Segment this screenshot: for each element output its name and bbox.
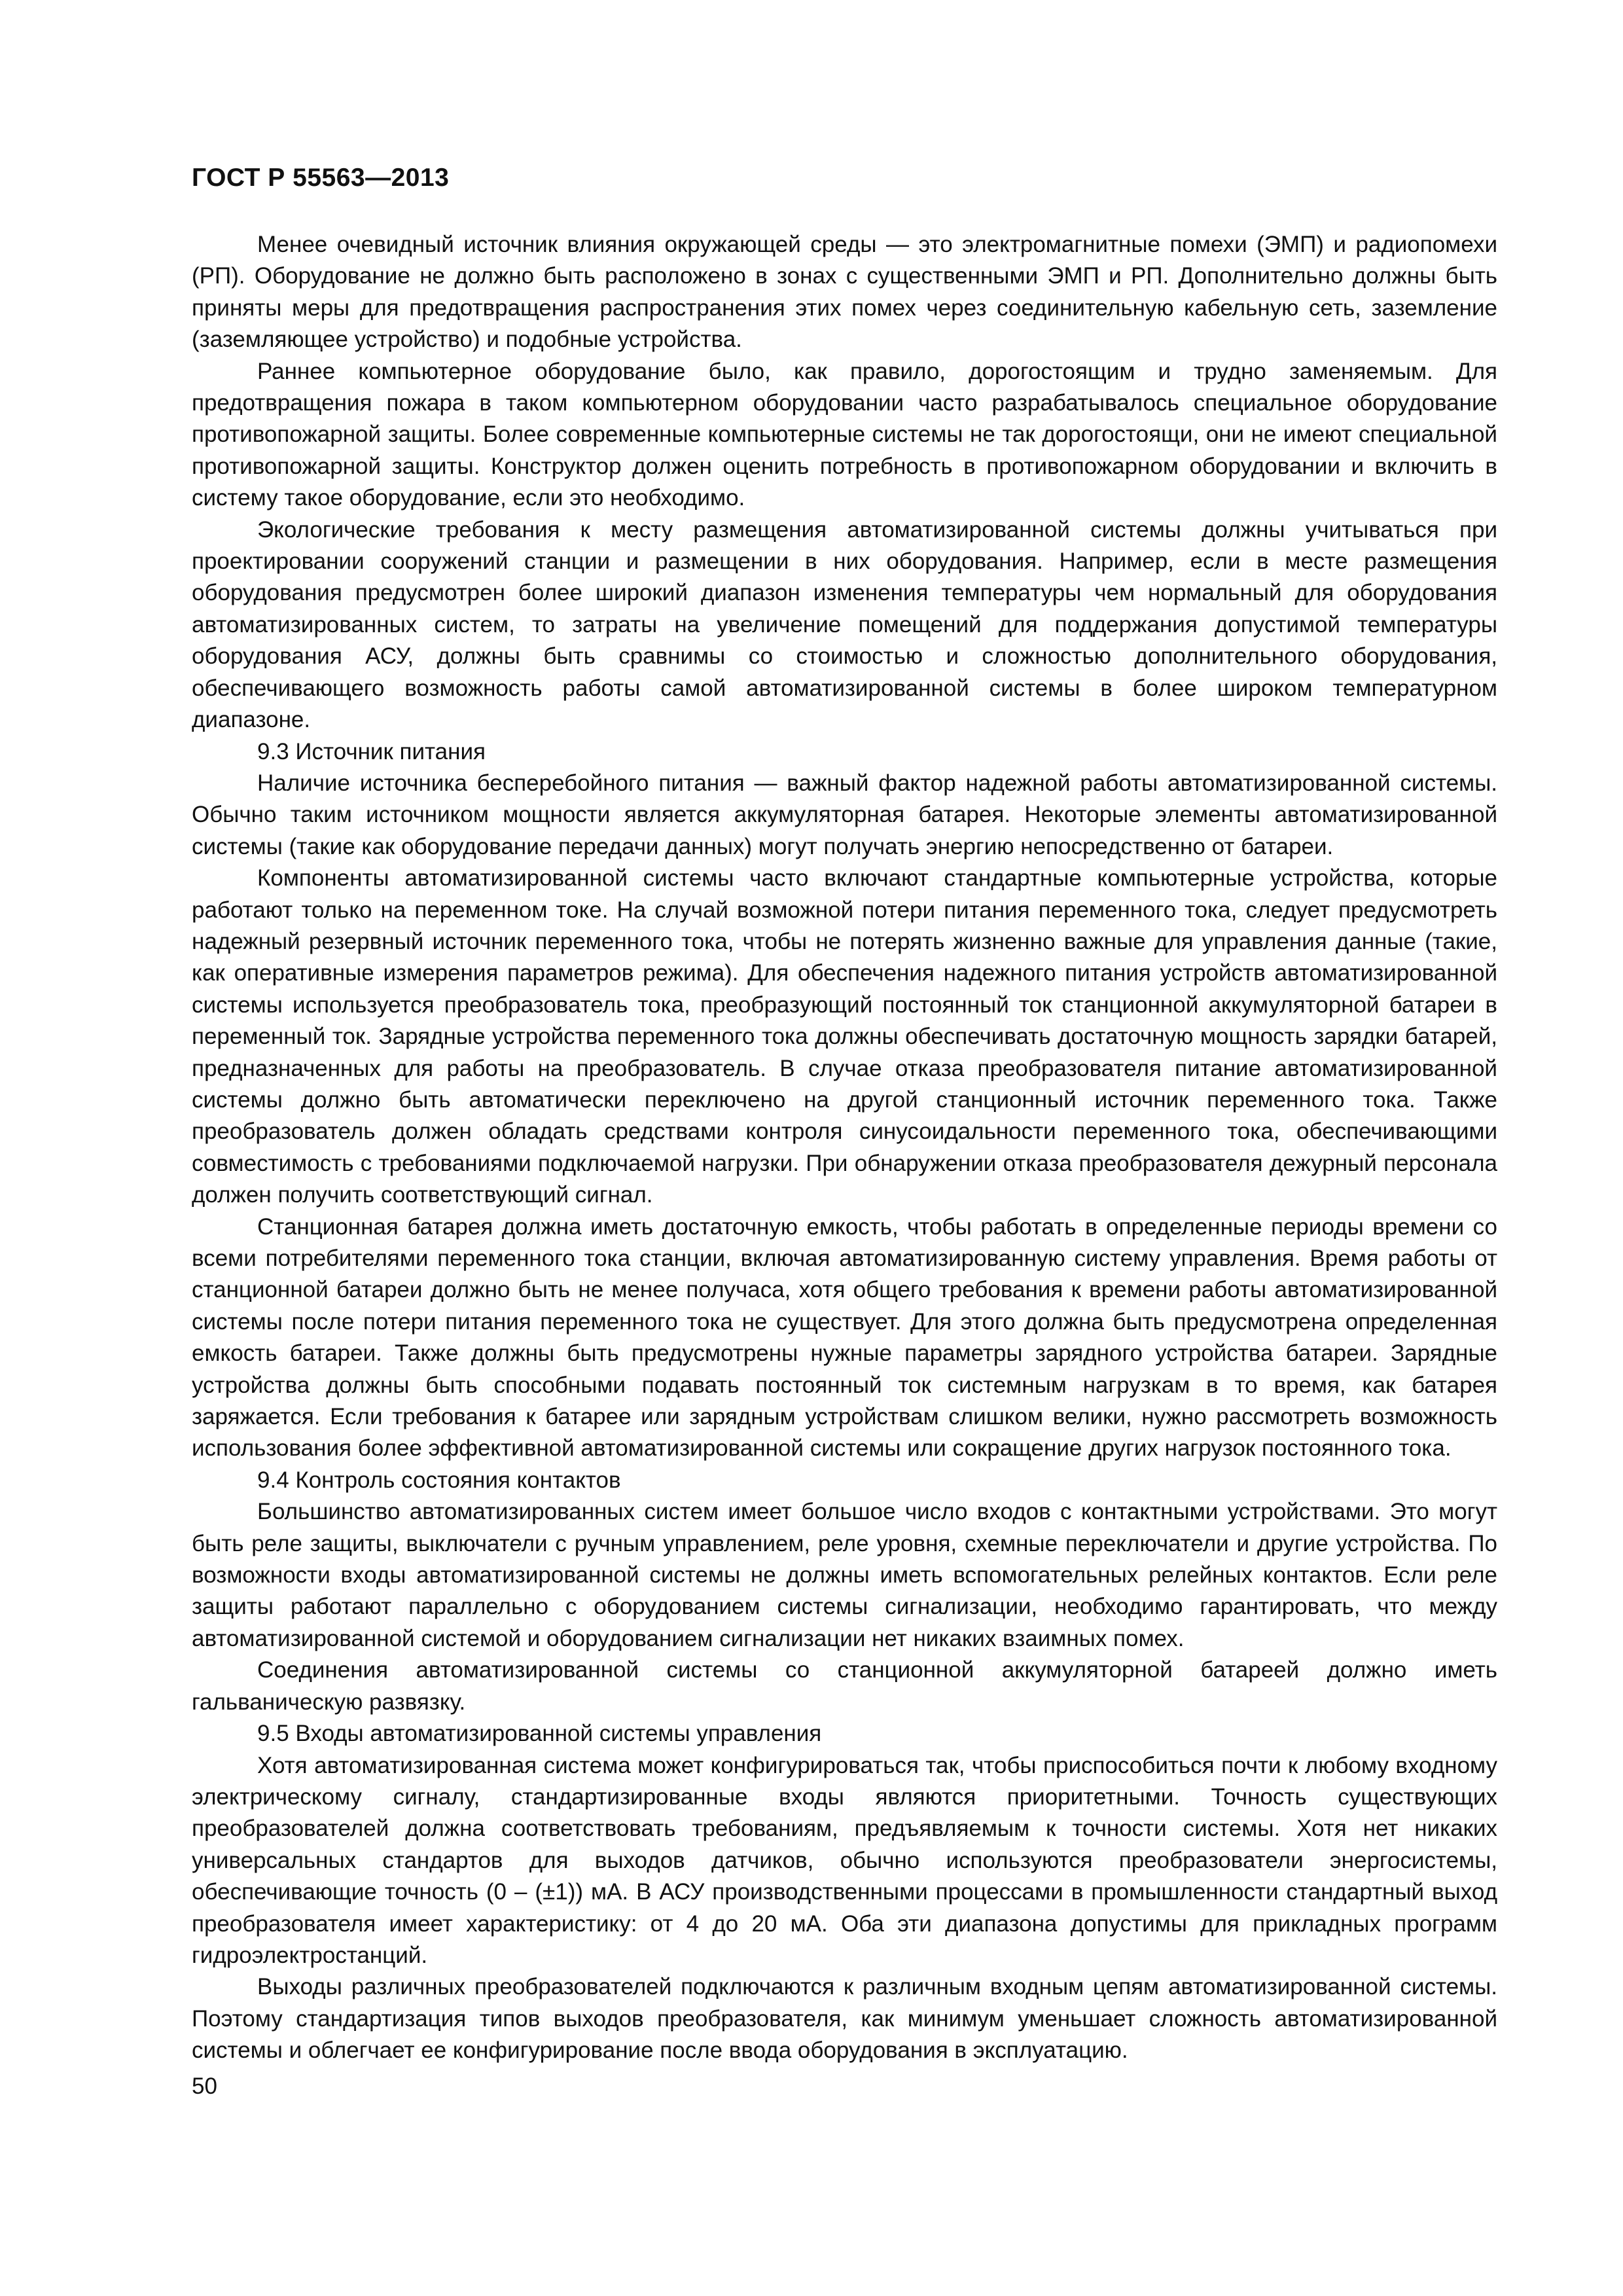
paragraph-transducer-outputs: Выходы различных преобразователей подключаются к различным входным цепям автоматизированной системы. Поэтому стандартизация типов выходов преобразователя, как минимум уменьшает сложность автоматизированной системы и облегчает ее конфигурирование после ввода оборудования в эксплуатацию.: [192, 1974, 1497, 2064]
paragraph-standard-inputs: Хотя автоматизированная система может конфигурироваться так, чтобы приспособиться почти к любому входному электрическому сигналу, стандартизированные входы являются приоритетными. Точность существующих преобразователей должна соответствовать требованиям, предъявляемым к точности системы. Хотя нет никаких универсальных стандартов для выходов датчиков, обычно используются преобразователи энергосистемы, обеспечивающие точность (0 – (±1)) мА. В АСУ производственными процессами в промышленности стандартный выход преобразователя имеет характеристику: от 4 до 20 мА. Оба эти диапазона допустимы для прикладных программ гидроэлектростанций.: [192, 1752, 1497, 1968]
paragraph-fire-protection: Раннее компьютерное оборудование было, как правило, дорогостоящим и трудно заменяемым. Для предотвращения пожара в таком компьютерном оборудовании часто разрабатывалось специальное оборудование противопожарной защиты. Более современные компьютерные системы не так дорогостоящи, они не имеют специальной противопожарной защиты. Конструктор должен оценить потребность в противопожарном оборудовании и включить в систему такое оборудование, если это необходимо.: [192, 358, 1497, 511]
section-heading-9-5: 9.5 Входы автоматизированной системы управления: [257, 1721, 822, 1747]
paragraph-ac-components: Компоненты автоматизированной системы часто включают стандартные компьютерные устройства, которые работают только на переменном токе. На случай возможной потери питания переменного тока, следует предусмотреть надежный резервный источник переменного тока, чтобы не потерять жизненно важные для управления данные (такие, как оперативные измерения параметров режима). Для обеспечения надежного питания устройств автоматизированной системы используется преобразователь тока, преобразующий постоянный ток станционной аккумуляторной батареи в переменный ток. Зарядные устройства переменного тока должны обеспечивать достаточную мощность зарядки батарей, предназначенных для работы на преобразователь. В случае отказа преобразователя питание автоматизированной системы должно быть автоматически переключено на другой станционный источник переменного тока. Также преобразователь должен обладать средствами контроля синусоидальности переменного тока, обеспечивающими совместимость с требованиями подключаемой нагрузки. При обнаружении отказа преобразователя дежурный персонала должен получить соответствующий сигнал.: [192, 865, 1497, 1208]
paragraph-ups: Наличие источника бесперебойного питания — важный фактор надежной работы автоматизированной системы. Обычно таким источником мощности является аккумуляторная батарея. Некоторые элементы автоматизированной системы (такие как оборудование передачи данных) могут получать энергию непосредственно от батареи.: [192, 770, 1497, 859]
paragraph-environment: Экологические требования к месту размещения автоматизированной системы должны учитываться при проектировании сооружений станции и размещении в них оборудования. Например, если в месте размещения оборудования предусмотрен более широкий диапазон изменения температуры чем нормальный для оборудования автоматизированных систем, то затраты на увеличение помещений для поддержания допустимой температуры оборудования АСУ, должны быть сравнимы со стоимостью и сложностью дополнительного оборудования, обеспечивающего возможность работы самой автоматизированной системы в более широком температурном диапазоне.: [192, 516, 1497, 733]
page-number: 50: [192, 2073, 217, 2099]
paragraph-station-battery: Станционная батарея должна иметь достаточную емкость, чтобы работать в определенные периоды времени со всеми потребителями переменного тока станции, включая автоматизированную систему управления. Время работы от станционной батареи должно быть не менее получаса, хотя общего требования к времени работы автоматизированной системы после потери питания переменного тока не существует. Для этого должна быть предусмотрена определенная емкость батареи. Также должны быть предусмотрены нужные параметры зарядного устройства батареи. Зарядные устройства должны быть способными подавать постоянный ток системным нагрузкам в то время, как батарея заряжается. Если требования к батарее или зарядным устройствам слишком велики, нужно рассмотреть возможность использования более эффективной автоматизированной системы или сокращение других нагрузок постоянного тока.: [192, 1213, 1497, 1462]
paragraph-contact-inputs: Большинство автоматизированных систем имеет большое число входов с контактными устройствами. Это могут быть реле защиты, выключатели с ручным управлением, реле уровня, схемные переключатели и другие устройства. По возможности входы автоматизированной системы не должны иметь вспомогательных релейных контактов. Если реле защиты работают параллельно с оборудованием системы сигнализации, необходимо гарантировать, что между автоматизированной системой и оборудованием сигнализации нет никаких взаимных помех.: [192, 1499, 1497, 1651]
section-heading-9-3: 9.3 Источник питания: [257, 738, 486, 764]
paragraph-emi: Менее очевидный источник влияния окружающей среды — это электромагнитные помехи (ЭМП) и радиопомехи (РП). Оборудование не должно быть расположено в зонах с существенными ЭМП и РП. Дополнительно должны быть приняты меры для предотвращения распространения этих помех через соединительную кабельную сеть, заземление (заземляющее устройство) и подобные устройства.: [192, 232, 1497, 353]
paragraph-galvanic-isolation: Соединения автоматизированной системы со станционной аккумуляторной батареей должно иметь гальваническую развязку.: [192, 1657, 1497, 1715]
document-body: [192, 229, 1497, 2067]
section-heading-9-4: 9.4 Контроль состояния контактов: [257, 1467, 621, 1493]
document-header: ГОСТ Р 55563—2013: [192, 164, 450, 192]
